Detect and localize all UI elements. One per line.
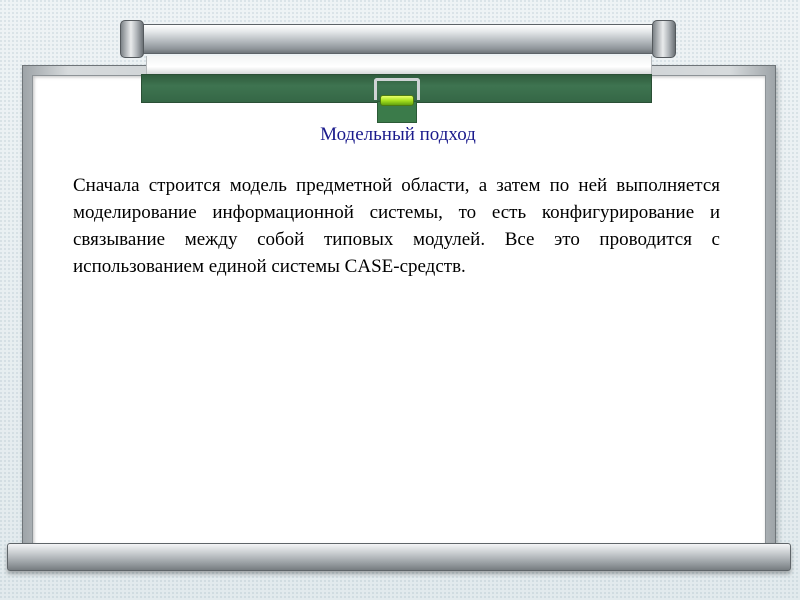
screen-roller [120, 20, 676, 58]
roller-cap-right [652, 20, 676, 58]
slide-body-text: Сначала строится модель предметной области, а затем по ней выполняется моделирование информационной системы, то есть конфигурирование и связывание между собой типовых модулей. Все это проводится с использованием единой системы CASE-средств. [73, 175, 720, 277]
whiteboard-tray [7, 543, 791, 571]
pull-handle-grip[interactable] [380, 95, 414, 106]
roller-cap-left [120, 20, 144, 58]
projection-screen-strip [146, 56, 652, 74]
screen-pull-handle[interactable] [374, 78, 420, 123]
slide-title: Модельный подход [320, 124, 476, 145]
roller-tube [126, 24, 670, 54]
